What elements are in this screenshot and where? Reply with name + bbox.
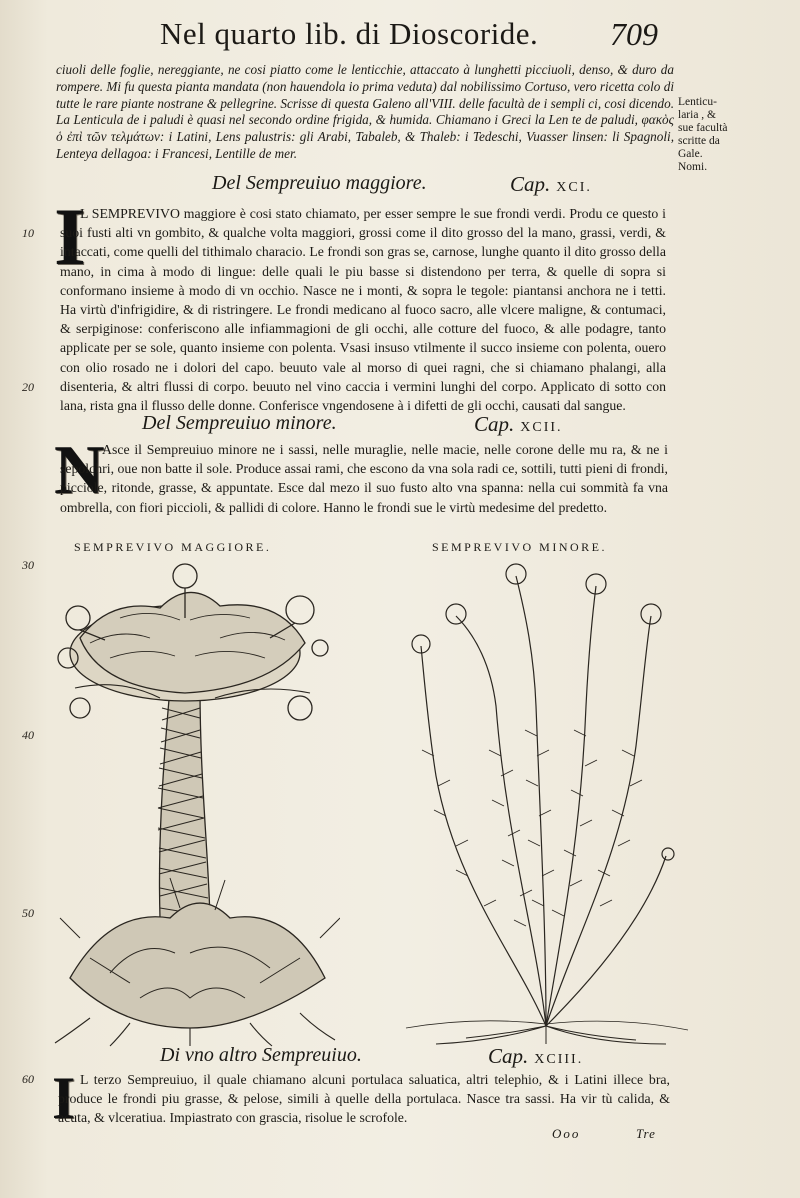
chapter-92-cap bbox=[474, 412, 563, 437]
chapter-92-drop-cap: N bbox=[54, 432, 105, 509]
line-number: 30 bbox=[22, 558, 34, 572]
chapter-93-title: Di vno altro Sempreuiuo. bbox=[160, 1044, 362, 1066]
intro-paragraph: ciuoli delle foglie, nereggiante, ne cosi piatto come le lenticchie, attaccato à lunghetti picciuoli, denso, & duro da rompere. Mi fu questa pianta mandata (non hauendola io prima veduta) dal nobilissimo Cortuso, vero ricetta colo di tutte le rare piante nostrane & pellegrine. Scrisse di questa Galeno all'VIII. delle facultà de i sempli ci, cosi dicendo. La Lenticula de i paludi è quasi nel secondo ordine frigida, & humida. Chiamano i Greci la Len te de paludi, φακὸς ὁ ἐπὶ τῶν τελμάτων: i Latini, Lens palustris: gli Arabi, Tabaleb, & Thaleb: i Tedeschi, Vuasser linsen: li Spagnoli, Lenteya dellagoa: i Francesi, Lentille de mer. bbox=[56, 62, 674, 161]
margin-note bbox=[678, 96, 788, 174]
catchword: Tre bbox=[636, 1126, 656, 1141]
line-number: 40 bbox=[22, 728, 34, 742]
signature-mark: Ooo bbox=[552, 1126, 581, 1141]
chapter-91-title: Del Sempreuiuo maggiore. bbox=[212, 172, 427, 194]
running-title: Nel quarto lib. di Dioscoride. bbox=[160, 16, 539, 51]
page-number: 709 bbox=[610, 16, 658, 52]
right-figure-caption: SEMPREVIVO MINORE. bbox=[432, 540, 608, 554]
chapter-91-drop-cap: I bbox=[54, 191, 86, 282]
line-number: 50 bbox=[22, 906, 34, 920]
cap-number: XCII. bbox=[520, 420, 563, 435]
chapter-93-cap bbox=[488, 1044, 583, 1069]
margin-note-line: Gale. bbox=[678, 148, 703, 160]
chapter-91-text: L SEMPREVIVO maggiore è cosi stato chiamato, per esser sempre le sue frondi verdi. Produ ce questo i suoi fusti alti vn gombito, & qualche volta maggiori, grossi come il dito grosso del la mano, grassi, verdi, & intaccati, come quelli del tithimalo characio. Le frondi son gras se, carnose, lunghe quanto il dito grosso della mano, in cima à modo di lingue: delle quali le piu basse si distendono per terra, & quelle di sopra si conformano insieme à modo di vn occhio. Nasce ne i monti, & sopra le tegole: piantansi anchora ne i tetti. Ha virtù d'infrigidire, & di ristringere. Le frondi medicano al fuoco sacro, alle vlcere maligne, & contumaci, & serpiginose: conferiscono alle infiammagioni de gli occhi, alle cotture del fuoco, & alle podagre, tanto applicate per se sole, quanto insieme con polenta. Vsasi insuso vtilmente il succo insieme con polenta, ouero con olio rosado ne i dolori del capo. beuuto vale al morso di quei ragni, che si chiamano phalangi, alla disenteria, & altri flussi di corpo. beuuto nel vino caccia i vermini lunghi del corpo. Applicato di sotto con lana, rista gna il flusso delle donne. Conferisce vngendosene à i difetti de gli occhi, causati dal sangue. bbox=[60, 206, 666, 414]
margin-note-line: scritte da bbox=[678, 135, 720, 147]
margin-note-line: laria , & bbox=[678, 109, 716, 121]
sempervivum-major-woodcut bbox=[50, 558, 340, 1048]
margin-note-line: Nomi. bbox=[678, 161, 708, 173]
page-header bbox=[0, 14, 800, 60]
cap-number: XCIII. bbox=[534, 1052, 584, 1067]
line-number: 20 bbox=[22, 380, 34, 394]
cap-label: Cap. bbox=[510, 172, 551, 196]
cap-label: Cap. bbox=[488, 1044, 529, 1068]
sempervivum-minor-woodcut bbox=[396, 556, 696, 1046]
margin-note-line: sue facultà bbox=[678, 122, 728, 134]
line-number: 60 bbox=[22, 1072, 34, 1086]
line-number: 10 bbox=[22, 226, 34, 240]
chapter-93-text: L terzo Sempreuiuo, il quale chiamano alcuni portulaca saluatica, altri telephio, & i Latini illece bra, produce le frondi piu grasse, & pelose, simili à quelle della portulaca. Nasce tra sassi. Ha vir tù calida, & acuta, & vlceratiua. Impiastrato con grascia, risolue le scrofole. bbox=[58, 1072, 670, 1126]
chapter-92-title: Del Sempreuiuo minore. bbox=[142, 412, 337, 434]
chapter-93-drop-cap: I bbox=[52, 1065, 76, 1131]
margin-note-line: Lenticu- bbox=[678, 96, 717, 108]
chapter-92-text: Asce il Sempreuiuo minore ne i sassi, nelle muraglie, nelle macie, nelle corone delle mu ra, & ne i sepolchri, oue non batte il sole. Produce assai rami, che escono da vna sola radi ce, sottili, tutti pieni di frondi, picciole, ritonde, grasse, & appuntate. Esce dal mezo il suo fusto alto vna spanna: nella cui sommità fa vna ombrella, con fiori piccioli, & pallidi di colore. Hanno le frondi sue le virtù medesime del predetto. bbox=[60, 442, 668, 515]
cap-label: Cap. bbox=[474, 412, 515, 436]
cap-number: XCI. bbox=[556, 180, 592, 195]
chapter-91-cap bbox=[510, 172, 592, 197]
left-figure-caption: SEMPREVIVO MAGGIORE. bbox=[74, 540, 272, 554]
